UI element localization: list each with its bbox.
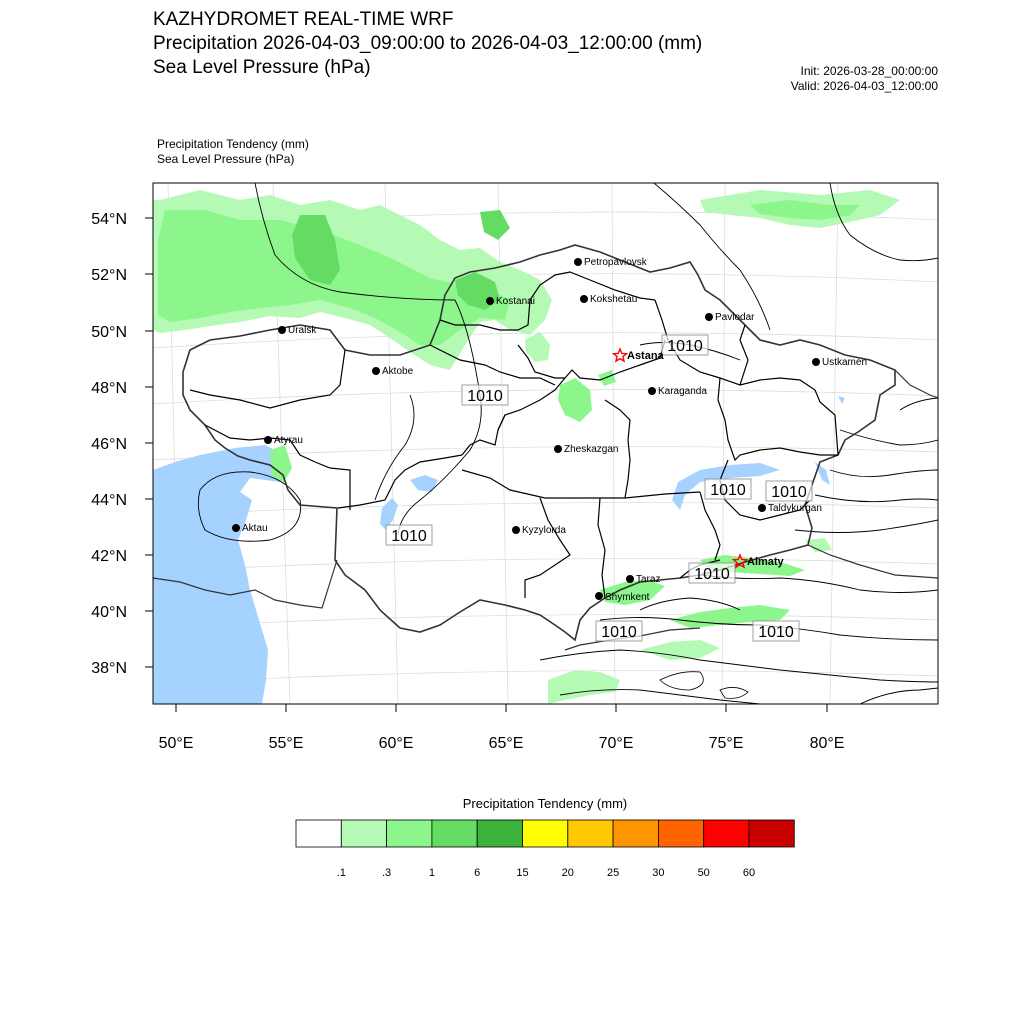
colorbar-label: .3 [382, 867, 392, 879]
lat-label: 46°N [91, 436, 127, 453]
svg-text:Kyzylorda: Kyzylorda [522, 525, 566, 536]
colorbar-title: Precipitation Tendency (mm) [462, 796, 628, 811]
city-marker [512, 525, 566, 536]
city-marker [574, 257, 648, 268]
svg-text:Aktobe: Aktobe [382, 366, 414, 377]
colorbar-swatch [387, 820, 432, 847]
city-marker [705, 312, 755, 323]
colorbar-swatch [658, 820, 703, 847]
contour-label-1010: 1010 [758, 624, 794, 641]
svg-text:Karaganda: Karaganda [658, 386, 707, 397]
star-icon [614, 349, 627, 361]
svg-text:Uralsk: Uralsk [288, 325, 317, 336]
colorbar-label: 6 [474, 867, 481, 879]
title-line-2: Precipitation 2026-04-03_09:00:00 to 2026-04-03_12:00:00 (mm) [153, 33, 703, 54]
svg-text:Aktau: Aktau [242, 523, 268, 534]
colorbar [296, 820, 794, 847]
lon-label: 60°E [378, 735, 414, 752]
city-marker [372, 366, 414, 377]
colorbar-label: 15 [516, 867, 529, 879]
colorbar-label: 50 [697, 867, 710, 879]
lon-label: 75°E [708, 735, 744, 752]
capital-marker [614, 349, 665, 362]
lat-label: 40°N [91, 604, 127, 621]
svg-text:Zheskazgan: Zheskazgan [564, 444, 619, 455]
colorbar-label: 60 [742, 867, 756, 879]
city-marker [812, 357, 867, 368]
contour-label-1010: 1010 [694, 566, 730, 583]
water-bodies [153, 396, 845, 704]
contour-label-1010: 1010 [601, 624, 637, 641]
lat-label: 42°N [91, 548, 127, 565]
lat-label: 44°N [91, 492, 127, 509]
svg-text:Astana: Astana [627, 350, 664, 362]
colorbar-swatch [341, 820, 386, 847]
lon-label: 55°E [268, 735, 304, 752]
svg-text:Petropavlovsk: Petropavlovsk [584, 257, 647, 268]
lat-label: 50°N [91, 324, 127, 341]
svg-text:Taldykurgan: Taldykurgan [768, 503, 822, 514]
lat-label: 48°N [91, 380, 127, 397]
lat-label: 52°N [91, 267, 127, 284]
contour-label-1010: 1010 [771, 484, 807, 501]
field-label-precip: Precipitation Tendency (mm) [157, 137, 309, 151]
svg-text:Almaty: Almaty [747, 556, 784, 568]
colorbar-label: .1 [336, 867, 346, 879]
map-layers [153, 183, 938, 704]
svg-text:Atyrau: Atyrau [274, 435, 303, 446]
city-marker [264, 435, 303, 446]
contour-label-1010: 1010 [391, 528, 427, 545]
colorbar-swatch [477, 820, 522, 847]
lat-labels [91, 211, 127, 677]
lon-label: 70°E [598, 735, 634, 752]
colorbar-swatch [613, 820, 658, 847]
lon-labels [159, 735, 845, 752]
title-line-1: KAZHYDROMET REAL-TIME WRF [153, 9, 454, 30]
colorbar-label: 30 [652, 867, 665, 879]
lat-label: 54°N [91, 211, 127, 228]
lon-label: 50°E [158, 735, 194, 752]
svg-text:Kostanai: Kostanai [496, 296, 535, 307]
svg-text:Ustkamen: Ustkamen [822, 357, 868, 368]
svg-text:Shymkent: Shymkent [605, 592, 650, 603]
city-marker [278, 325, 317, 336]
colorbar-label: 1 [428, 867, 435, 879]
colorbar-label: 25 [606, 867, 620, 879]
city-marker [554, 444, 618, 455]
colorbar-swatch [749, 820, 794, 847]
valid-time: Valid: 2026-04-03_12:00:00 [790, 79, 938, 93]
title-line-3: Sea Level Pressure (hPa) [153, 57, 371, 78]
init-time: Init: 2026-03-28_00:00:00 [800, 64, 938, 78]
colorbar-swatch [523, 820, 568, 847]
contour-label-1010: 1010 [467, 388, 503, 405]
city-marker [758, 503, 822, 514]
svg-text:Pavlodar: Pavlodar [715, 312, 755, 323]
colorbar-swatch [296, 820, 341, 847]
colorbar-swatch [568, 820, 613, 847]
svg-text:Taraz: Taraz [636, 574, 661, 585]
contour-label-1010: 1010 [667, 338, 703, 355]
svg-text:Kokshetau: Kokshetau [590, 294, 638, 305]
colorbar-label: 20 [561, 867, 574, 879]
colorbar-swatch [704, 820, 749, 847]
lon-label: 80°E [809, 735, 845, 752]
city-marker [580, 294, 637, 305]
contour-label-1010: 1010 [710, 482, 746, 499]
city-marker [648, 386, 707, 397]
lon-label: 65°E [488, 735, 524, 752]
lat-label: 38°N [91, 660, 127, 677]
field-label-slp: Sea Level Pressure (hPa) [157, 152, 295, 166]
colorbar-swatch [432, 820, 477, 847]
